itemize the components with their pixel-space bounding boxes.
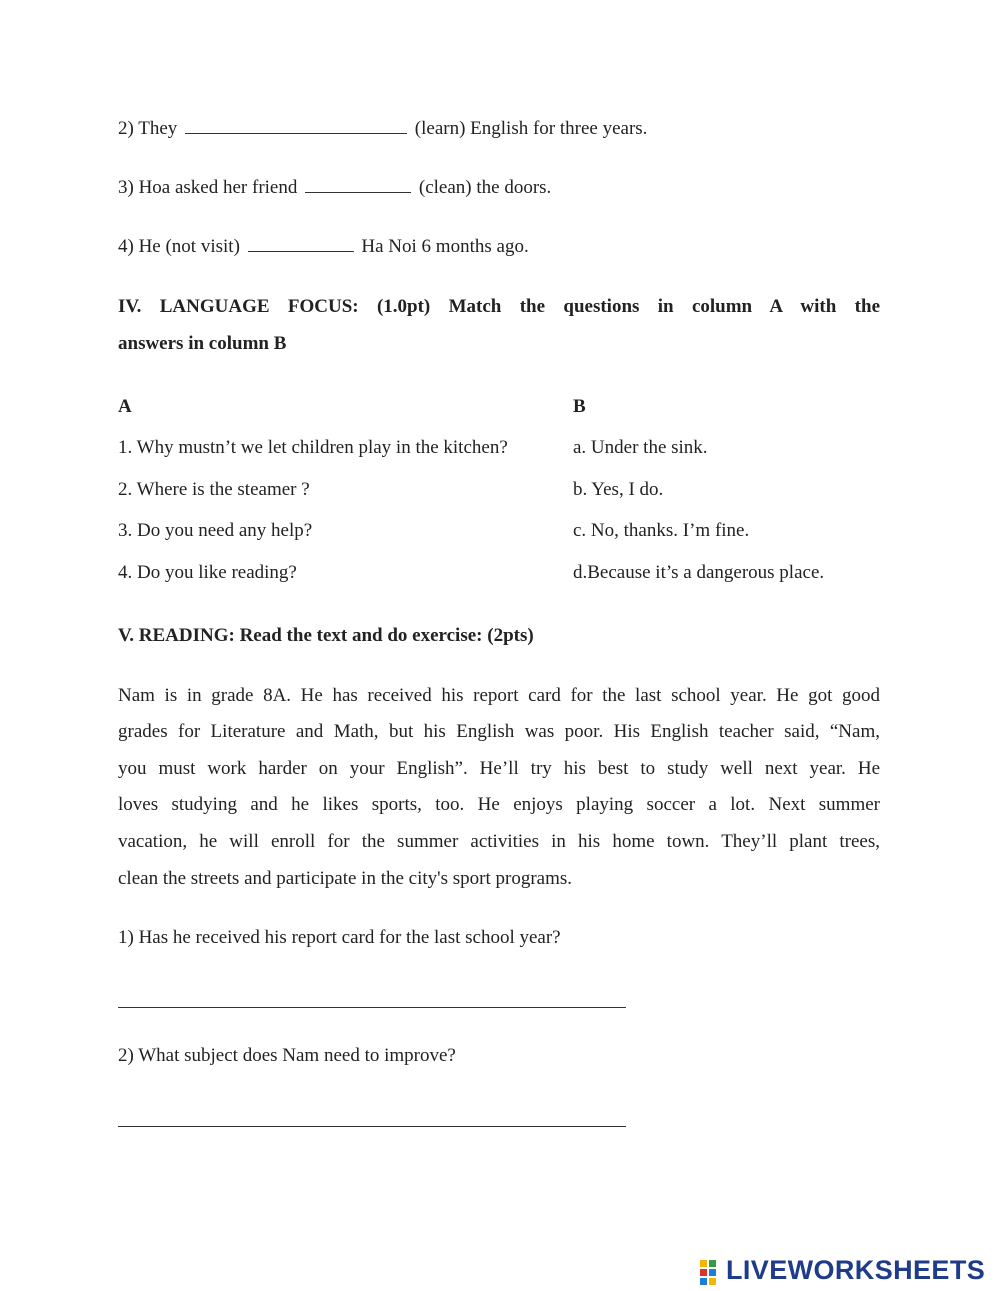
item-2-blank[interactable]: [185, 132, 407, 134]
item-3-blank[interactable]: [305, 191, 411, 193]
item-4-blank[interactable]: [248, 250, 354, 252]
passage-line-2: grades for Literature and Math, but his English was poor. His English teacher said, “Nam,: [118, 721, 880, 742]
item-2-after: (learn) English for three years.: [414, 118, 648, 139]
answer-c[interactable]: c. No, thanks. I’m fine.: [573, 520, 750, 541]
logo-text: LIVEWORKSHEETS: [726, 1255, 986, 1285]
liveworksheets-logo: [698, 1257, 994, 1285]
exercise-item-2: [118, 118, 647, 140]
question-4: 4. Do you like reading?: [118, 562, 297, 583]
passage-line-3: you must work harder on your English”. He’ll try his best to study well next year. He: [118, 758, 880, 779]
section-4-heading-line-1: IV. LANGUAGE FOCUS: (1.0pt) Match the questions in column A with the: [118, 296, 880, 317]
logo-square-icon: [709, 1269, 716, 1276]
logo-square-icon: [700, 1260, 707, 1267]
passage-line-6: clean the streets and participate in the city's sport programs.: [118, 868, 572, 889]
reading-question-1: 1) Has he received his report card for the last school year?: [118, 927, 561, 948]
item-4-before: 4) He (not visit): [118, 236, 240, 257]
column-b-header: B: [573, 396, 586, 417]
column-a-header: A: [118, 396, 132, 417]
answer-line-2[interactable]: [118, 1126, 626, 1127]
section-5-heading: V. READING: Read the text and do exercise: (2pts): [118, 625, 534, 646]
question-3: 3. Do you need any help?: [118, 520, 313, 541]
passage-line-1: Nam is in grade 8A. He has received his report card for the last school year. He got good: [118, 685, 880, 706]
logo-square-icon: [709, 1278, 716, 1285]
answer-d[interactable]: d.Because it’s a dangerous place.: [573, 562, 825, 583]
item-2-before: 2) They: [118, 118, 178, 139]
exercise-item-4: [118, 236, 529, 258]
section-4-heading-line-2: answers in column B: [118, 333, 287, 354]
item-3-after: (clean) the doors.: [418, 177, 552, 198]
logo-square-icon: [700, 1278, 707, 1285]
question-2: 2. Where is the steamer ?: [118, 479, 310, 500]
exercise-item-3: [118, 177, 551, 199]
answer-a[interactable]: a. Under the sink.: [573, 437, 708, 458]
reading-question-2: 2) What subject does Nam need to improve?: [118, 1045, 456, 1066]
logo-square-icon: [700, 1269, 707, 1276]
item-3-before: 3) Hoa asked her friend: [118, 177, 298, 198]
question-1: 1. Why mustn’t we let children play in the kitchen?: [118, 437, 508, 458]
item-4-after: Ha Noi 6 months ago.: [361, 236, 529, 257]
logo-square-icon: [709, 1260, 716, 1267]
passage-line-5: vacation, he will enroll for the summer activities in his home town. They’ll plant trees,: [118, 831, 880, 852]
passage-line-4: loves studying and he likes sports, too. He enjoys playing soccer a lot. Next summer: [118, 794, 880, 815]
answer-b[interactable]: b. Yes, I do.: [573, 479, 664, 500]
answer-line-1[interactable]: [118, 1007, 626, 1008]
